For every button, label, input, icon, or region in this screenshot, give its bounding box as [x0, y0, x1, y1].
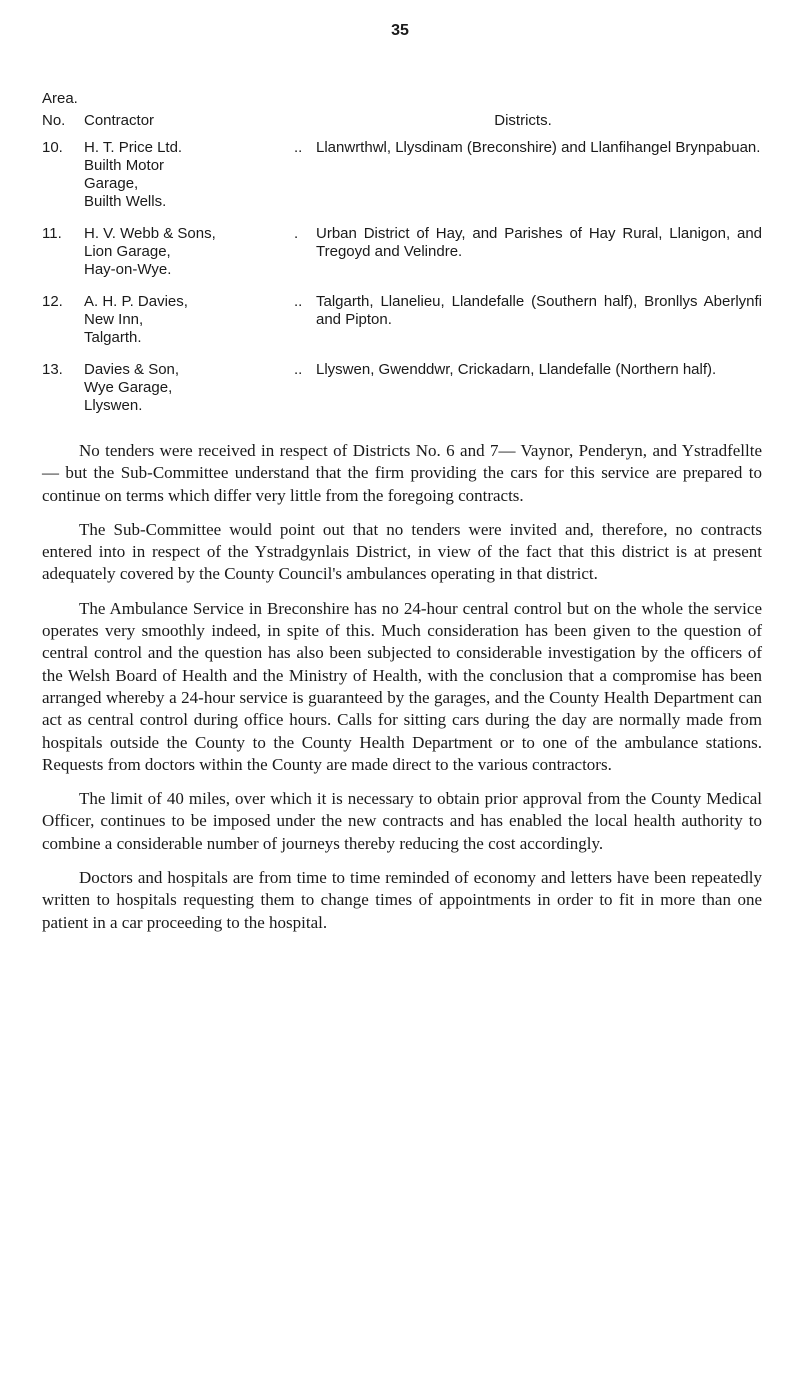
- contractor-line: Garage,: [84, 175, 139, 192]
- contractor-cell: [84, 293, 294, 347]
- contractor-line: New Inn,: [84, 311, 144, 328]
- contractor-cell: [84, 225, 294, 279]
- page-number: 35: [391, 22, 409, 39]
- contractor-line: Lion Garage,: [84, 243, 171, 260]
- contractor-line: Llyswen.: [84, 397, 143, 414]
- paragraph: No tenders were received in respect of Districts No. 6 and 7— Vaynor, Penderyn, and Ystradfellte — but the Sub-Committee understand that the firm providing the cars for this service are prepared to continue on terms which differ very little from the foregoing contracts.: [42, 441, 762, 505]
- contractor-cell: [84, 139, 294, 211]
- leader-dots: ..: [294, 139, 303, 156]
- row-number: 12.: [42, 293, 63, 310]
- leader-dots: ..: [294, 361, 303, 378]
- contractor-line: H. T. Price Ltd.: [84, 139, 183, 156]
- contractor-line: Davies & Son,: [84, 361, 180, 378]
- row-number: 11.: [42, 225, 62, 242]
- paragraph: The limit of 40 miles, over which it is necessary to obtain prior approval from the County Medical Officer, continues to be imposed under the new contracts and has enabled the local health authority to combine a considerable number of journeys thereby reducing the cost accordingly.: [42, 789, 762, 853]
- districts-cell: Urban District of Hay, and Parishes of Hay Rural, Llanigon, and Tregoyd and Velindre.: [316, 225, 762, 260]
- contractor-line: Builth Motor: [84, 157, 165, 174]
- table-row: [42, 139, 762, 211]
- contractor-column-header: Contractor: [84, 112, 155, 129]
- body-text: [42, 440, 762, 946]
- contractor-line: A. H. P. Davies,: [84, 293, 188, 310]
- table-header-row: [42, 112, 762, 134]
- leader-dots: .: [294, 225, 299, 242]
- districts-cell: Llanwrthwl, Llysdinam (Breconshire) and Llanfihangel Brynpabuan.: [316, 139, 761, 156]
- contractor-line: Builth Wells.: [84, 193, 167, 210]
- contractor-cell: [84, 361, 294, 415]
- contractor-line: Wye Garage,: [84, 379, 173, 396]
- table-row: [42, 293, 762, 347]
- contractor-line: Talgarth.: [84, 329, 142, 346]
- row-number: 10.: [42, 139, 63, 156]
- table-row: [42, 225, 762, 279]
- paragraph: The Sub-Committee would point out that no tenders were invited and, therefore, no contracts entered into in respect of the Ystradgynlais District, in view of the fact that this district is at present adequately covered by the County Council's ambulances operating in that district.: [42, 519, 762, 584]
- contractor-line: Hay-on-Wye.: [84, 261, 172, 278]
- paragraph: Doctors and hospitals are from time to time reminded of economy and letters have been repeatedly written to hospitals requesting them to change times of appointments in order to fit in more than one patient in a car proceeding to the hospital.: [42, 868, 762, 932]
- districts-column-header: Districts.: [494, 112, 552, 129]
- area-column-label: Area.: [42, 90, 78, 107]
- leader-dots: ..: [294, 293, 303, 310]
- table-row: [42, 361, 762, 415]
- districts-cell: Llyswen, Gwenddwr, Crickadarn, Llandefalle (Northern half).: [316, 361, 717, 378]
- paragraph: The Ambulance Service in Breconshire has no 24-hour central control but on the whole the service operates very smoothly indeed, in spite of this. Much consideration has been given to the question of central control and the question has also been subjected to considerable investigation by the officers of the Welsh Board of Health and the Ministry of Health, with the conclusion that a compromise has been arranged whereby a 24-hour service is guaranteed by the garages, and the County Health Department can act as central control during office hours. Calls for sitting cars during the day are normally made from hospitals outside the County to the County Health Department or to one of the ambulance stations. Requests from doctors within the County are made direct to the various contractors.: [42, 598, 762, 774]
- contractor-line: H. V. Webb & Sons,: [84, 225, 216, 242]
- row-number: 13.: [42, 361, 63, 378]
- no-column-header: No.: [42, 112, 66, 129]
- districts-cell: Talgarth, Llanelieu, Llandefalle (Southern half), Bronllys Aberlynfi and Pipton.: [316, 293, 762, 328]
- contractors-table: [42, 90, 762, 415]
